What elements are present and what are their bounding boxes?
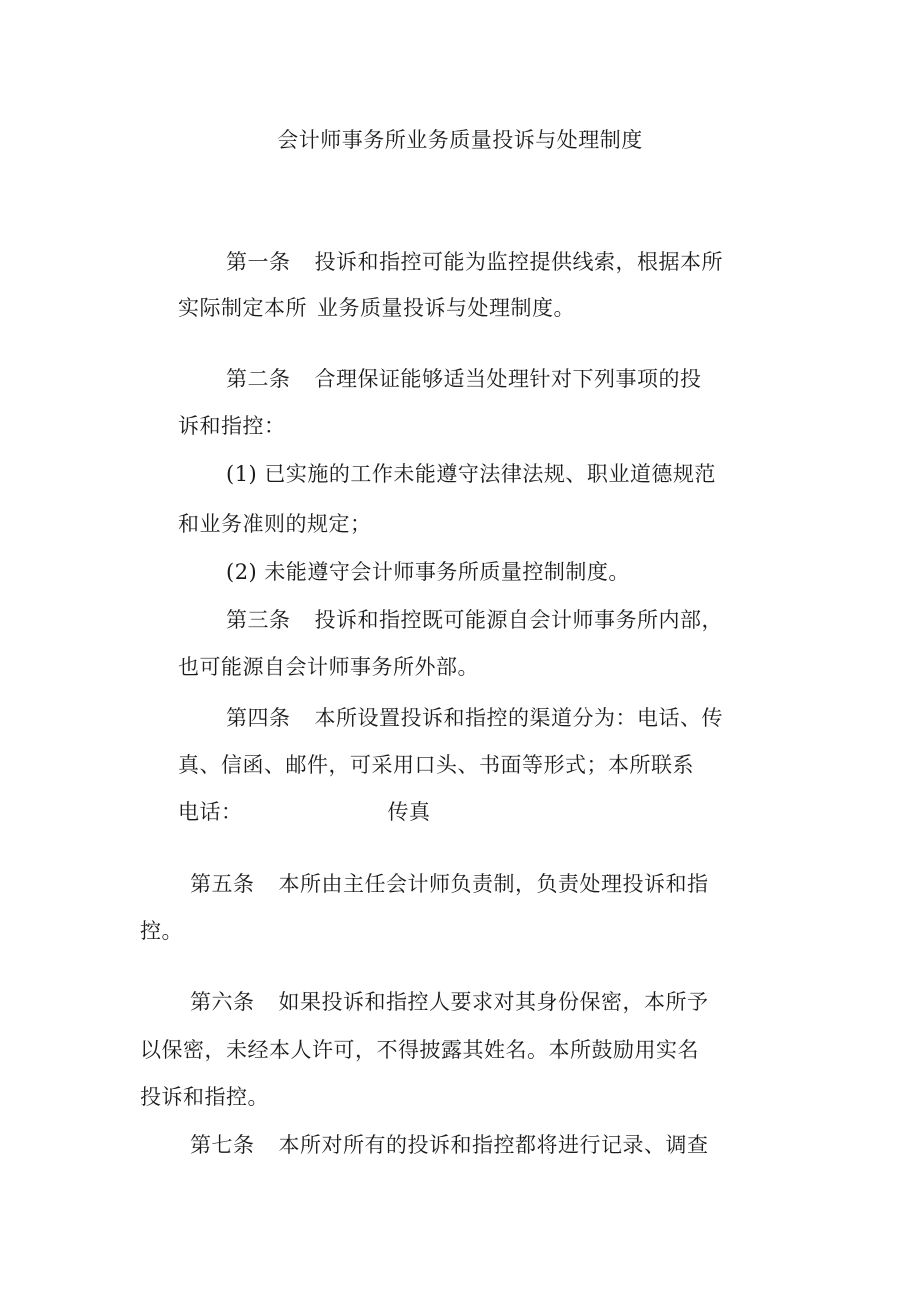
article-6-line-2: 以保密，未经本人许可，不得披露其姓名。本所鼓励用实名	[140, 1038, 699, 1062]
article-5-line-1	[190, 868, 709, 900]
article-2-item-1-line-1: (1) 已实施的工作未能遵守法律法规、职业道德规范	[226, 462, 716, 486]
article-7-line-1	[190, 1129, 709, 1161]
article-6-label: 第六条	[190, 990, 255, 1014]
article-3-line-2: 也可能源自会计师事务所外部。	[178, 655, 479, 679]
article-1-text-2a: 实际制定本所	[178, 296, 307, 320]
article-6-line-1	[190, 986, 709, 1018]
article-5-label: 第五条	[190, 872, 255, 896]
article-6-text-1: 如果投诉和指控人要求对其身份保密，本所予	[278, 990, 709, 1014]
article-4-line-3	[178, 796, 431, 828]
article-2-label: 第二条	[226, 367, 291, 391]
document-title: 会计师事务所业务质量投诉与处理制度	[277, 128, 643, 152]
article-7-label: 第七条	[190, 1133, 255, 1157]
phone-label: 电话：	[178, 800, 243, 824]
article-3-label: 第三条	[226, 608, 291, 632]
article-1-line-1	[226, 246, 723, 278]
article-2-line-1	[226, 363, 702, 395]
article-2-item-1-line-2: 和业务准则的规定；	[178, 512, 372, 536]
article-2-line-2: 诉和指控：	[178, 414, 286, 438]
fax-label: 传真	[387, 800, 431, 824]
article-5-line-2: 控。	[140, 919, 183, 943]
article-4-line-1	[226, 702, 723, 734]
article-1-line-2	[178, 292, 575, 324]
article-7-text-1: 本所对所有的投诉和指控都将进行记录、调查	[278, 1133, 709, 1157]
article-3-line-1	[226, 604, 723, 636]
article-1-label: 第一条	[226, 250, 291, 274]
article-5-text-1: 本所由主任会计师负责制，负责处理投诉和指	[278, 872, 709, 896]
article-6-line-3: 投诉和指控。	[140, 1085, 269, 1109]
article-1-text-2b: 业务质量投诉与处理制度。	[317, 296, 575, 320]
article-2-item-2: (2) 未能遵守会计师事务所质量控制制度。	[226, 560, 630, 584]
article-1-text-1: 投诉和指控可能为监控提供线索，根据本所	[314, 250, 723, 274]
article-3-text-1: 投诉和指控既可能源自会计师事务所内部，	[314, 608, 723, 632]
article-4-text-1: 本所设置投诉和指控的渠道分为：电话、传	[314, 706, 723, 730]
article-2-text-1: 合理保证能够适当处理针对下列事项的投	[314, 367, 702, 391]
article-4-line-2: 真、信函、邮件，可采用口头、书面等形式；本所联系	[178, 753, 694, 777]
article-4-label: 第四条	[226, 706, 291, 730]
